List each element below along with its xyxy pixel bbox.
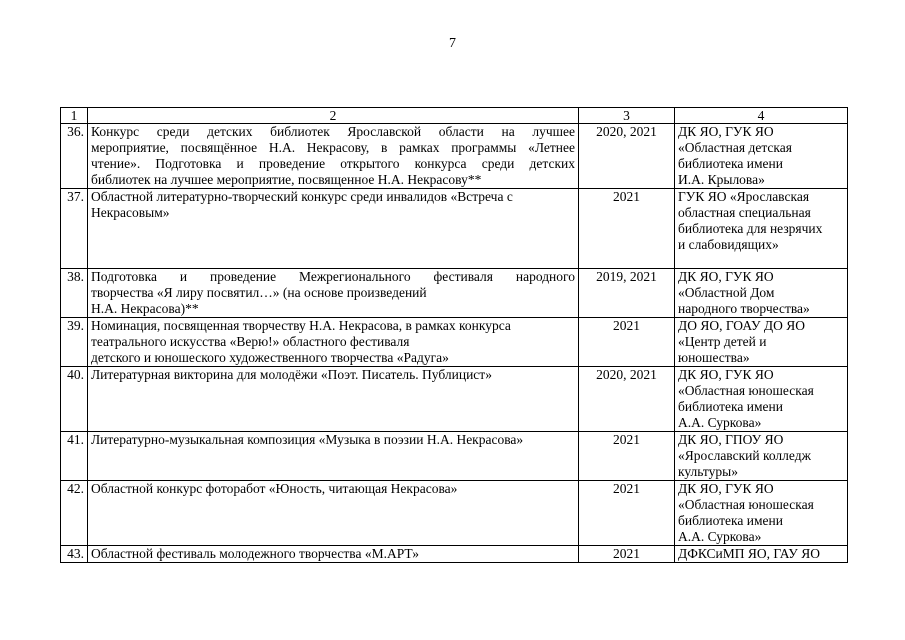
event-line: театрального искусства «Верю!» областного фестиваля [91, 334, 410, 349]
organization-line: культуры» [678, 464, 738, 479]
page-number: 7 [449, 36, 456, 51]
organization-line: «Областная детская [678, 140, 792, 155]
event-description [88, 367, 579, 432]
table-row [61, 269, 848, 318]
organization-line: ДК ЯО, ГУК ЯО [678, 481, 774, 496]
event-years: 2021 [579, 432, 675, 481]
responsible-organization [675, 481, 848, 546]
event-line: Областной литературно-творческий конкурс среди инвалидов «Встреча с [91, 189, 513, 204]
organization-line: ГУК ЯО «Ярославская [678, 189, 810, 204]
row-number: 42. [61, 481, 88, 546]
organization-line: А.А. Суркова» [678, 415, 762, 430]
table-row [61, 318, 848, 367]
organization-line: И.А. Крылова» [678, 172, 765, 187]
event-years: 2020, 2021 [579, 367, 675, 432]
organization-line: библиотека для незрячих [678, 221, 823, 236]
event-years: 2021 [579, 546, 675, 563]
organization-line: областная специальная [678, 205, 811, 220]
row-number: 36. [61, 124, 88, 189]
organization-line: народного творчества» [678, 301, 810, 316]
header-cell-event: 2 [88, 108, 579, 124]
organization-line: ДК ЯО, ГУК ЯО [678, 124, 774, 139]
row-number: 40. [61, 367, 88, 432]
event-line: Литературно-музыкальная композиция «Музыка в поэзии Н.А. Некрасова» [91, 432, 524, 447]
event-line: Номинация, посвященная творчеству Н.А. Некрасова, в рамках конкурса [91, 318, 511, 333]
table-header-row [61, 108, 848, 124]
event-line: чтение». Подготовка и проведение открытого конкурса среди детских [91, 156, 575, 171]
row-number: 37. [61, 189, 88, 269]
event-line: Конкурс среди детских библиотек Ярославской области на лучшее [91, 124, 575, 139]
event-line: Н.А. Некрасова)** [91, 301, 199, 316]
responsible-organization [675, 367, 848, 432]
row-number: 43. [61, 546, 88, 563]
table-row [61, 432, 848, 481]
event-line: Областной фестиваль молодежного творчества «М.АРТ» [91, 546, 420, 561]
event-description [88, 481, 579, 546]
event-years: 2019, 2021 [579, 269, 675, 318]
table-row [61, 189, 848, 269]
events-table [60, 107, 848, 563]
responsible-organization [675, 546, 848, 563]
event-description [88, 269, 579, 318]
organization-line: библиотека имени [678, 513, 783, 528]
table-row [61, 481, 848, 546]
organization-line: и слабовидящих» [678, 237, 779, 252]
header-cell-years: 3 [579, 108, 675, 124]
responsible-organization [675, 124, 848, 189]
event-description [88, 124, 579, 189]
event-line: Подготовка и проведение Межрегионального фестиваля народного [91, 269, 575, 284]
header-cell-num: 1 [61, 108, 88, 124]
responsible-organization [675, 189, 848, 269]
organization-line: «Областная юношеская [678, 383, 814, 398]
responsible-organization [675, 269, 848, 318]
event-line: детского и юношеского художественного творчества «Радуга» [91, 350, 449, 365]
organization-line: «Центр детей и [678, 334, 767, 349]
organization-line: юношества» [678, 350, 750, 365]
event-description [88, 318, 579, 367]
organization-line: ДК ЯО, ГУК ЯО [678, 269, 774, 284]
organization-line: ДК ЯО, ГПОУ ЯО [678, 432, 784, 447]
event-description [88, 546, 579, 563]
event-years: 2021 [579, 189, 675, 269]
event-line: Областной конкурс фоторабот «Юность, читающая Некрасова» [91, 481, 458, 496]
event-description [88, 189, 579, 269]
event-line: Некрасовым» [91, 205, 170, 220]
table-row [61, 367, 848, 432]
event-description [88, 432, 579, 481]
event-line: творчества «Я лиру посвятил…» (на основе произведений [91, 285, 427, 300]
organization-line: «Областной Дом [678, 285, 775, 300]
organization-line: библиотека имени [678, 156, 783, 171]
organization-line: «Областная юношеская [678, 497, 814, 512]
organization-line: библиотека имени [678, 399, 783, 414]
event-line: мероприятие, посвящённое Н.А. Некрасову, в рамках программы «Летнее [91, 140, 575, 155]
organization-line: А.А. Суркова» [678, 529, 762, 544]
event-line: Литературная викторина для молодёжи «Поэт. Писатель. Публицист» [91, 367, 492, 382]
organization-line: ДФКСиМП ЯО, ГАУ ЯО [678, 546, 820, 561]
responsible-organization [675, 432, 848, 481]
event-line: библиотек на лучшее мероприятие, посвященное Н.А. Некрасову** [91, 172, 482, 187]
organization-line: ДК ЯО, ГУК ЯО [678, 367, 774, 382]
event-years: 2021 [579, 481, 675, 546]
responsible-organization [675, 318, 848, 367]
header-cell-org: 4 [675, 108, 848, 124]
row-number: 39. [61, 318, 88, 367]
row-number: 41. [61, 432, 88, 481]
row-number: 38. [61, 269, 88, 318]
event-years: 2021 [579, 318, 675, 367]
organization-line: ДО ЯО, ГОАУ ДО ЯО [678, 318, 805, 333]
organization-line: «Ярославский колледж [678, 448, 811, 463]
event-years: 2020, 2021 [579, 124, 675, 189]
table-row [61, 546, 848, 563]
table-row [61, 124, 848, 189]
